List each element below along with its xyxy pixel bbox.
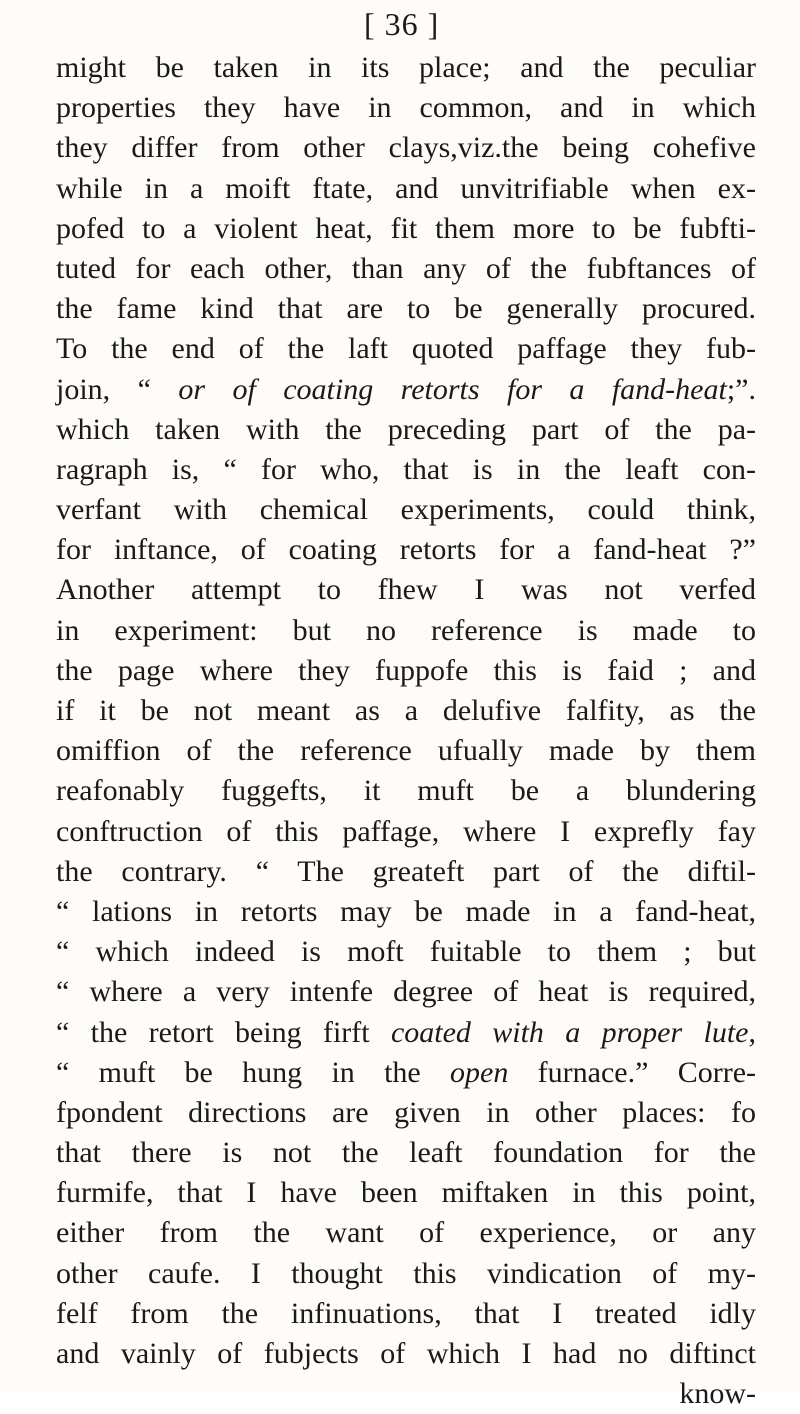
text-line — [56, 570, 756, 610]
text-line — [56, 1013, 756, 1053]
text-segment: that there is not the leaft foundation for the — [56, 1136, 756, 1170]
text-line — [56, 1334, 756, 1374]
text-segment: ;”. — [726, 372, 756, 406]
text-line — [56, 972, 756, 1012]
text-line — [56, 128, 756, 168]
text-line — [56, 1254, 756, 1294]
text-line — [56, 892, 756, 932]
page-number: [ 36 ] — [364, 6, 440, 42]
text-segment: conftruction of this paffage, where I exprefly fay — [56, 814, 756, 848]
text-line — [56, 1053, 756, 1093]
text-segment: while in a moift ftate, and unvitrifiable when ex- — [56, 171, 756, 205]
text-line — [56, 812, 756, 852]
text-line — [56, 771, 756, 811]
text-segment: felf from the infinuations, that I treated idly — [56, 1296, 756, 1330]
text-segment: tuted for each other, than any of the fubftances of — [56, 251, 756, 285]
text-segment: join, “ — [56, 372, 179, 406]
text-line — [56, 1133, 756, 1173]
text-line — [56, 651, 756, 691]
text-segment: might be taken in its place; and the peculiar — [56, 51, 756, 84]
text-segment: they differ from other clays,viz.the being cohefive — [56, 131, 756, 165]
text-segment: if it be not meant as a delufive falfity, as the — [56, 694, 756, 727]
text-segment: “ lations in retorts may be made in a fand-heat, — [56, 894, 756, 928]
text-line — [56, 329, 756, 369]
text-segment: “ which indeed is moft fuitable to them ; but — [56, 935, 756, 969]
text-segment: fpondent directions are given in other places: fo — [56, 1095, 756, 1129]
text-line — [56, 1173, 756, 1213]
text-line — [56, 289, 756, 329]
italic-phrase: or of coating retorts for a fand-heat — [178, 372, 727, 406]
body-text — [56, 48, 756, 1414]
text-line — [56, 731, 756, 771]
text-segment: and vainly of fubjects of which I had no diftinct — [56, 1337, 756, 1370]
text-line — [56, 1093, 756, 1133]
text-line — [56, 490, 756, 530]
text-segment: “ the retort being firft — [56, 1015, 391, 1049]
italic-phrase: open — [450, 1055, 509, 1089]
text-segment: the contrary. “ The greateft part of the diftil- — [56, 854, 756, 888]
text-line — [56, 48, 756, 88]
text-line — [56, 249, 756, 289]
text-segment: furmife, that I have been miftaken in this point, — [56, 1176, 756, 1210]
text-segment: which taken with the preceding part of the pa- — [56, 412, 756, 446]
text-segment: Another attempt to fhew I was not verfed — [56, 573, 756, 607]
text-line — [56, 530, 756, 570]
text-segment: know- — [679, 1377, 756, 1411]
text-segment: the page where they fuppofe this is faid ; and — [56, 653, 756, 687]
text-line — [56, 450, 756, 490]
text-segment: either from the want of experience, or any — [56, 1216, 756, 1250]
text-line — [56, 169, 756, 209]
text-line — [56, 370, 756, 410]
text-segment: ragraph is, “ for who, that is in the leaft con- — [56, 452, 756, 486]
text-line — [56, 611, 756, 651]
text-segment: , — [748, 1015, 756, 1049]
text-segment: furnace.” Corre- — [508, 1055, 756, 1089]
text-segment: reafonably fuggefts, it muft be a blundering — [56, 774, 756, 808]
text-segment: for inftance, of coating retorts for a fand-heat ?” — [56, 533, 756, 567]
text-segment: other caufe. I thought this vindication of my- — [56, 1256, 756, 1290]
text-line — [56, 691, 756, 731]
text-segment: “ muft be hung in the — [56, 1055, 451, 1089]
text-line — [56, 410, 756, 450]
text-line — [56, 1374, 756, 1414]
text-line — [56, 1213, 756, 1253]
text-segment: verfant with chemical experiments, could think, — [56, 493, 756, 527]
text-segment: properties they have in common, and in which — [56, 91, 756, 125]
text-line — [56, 1294, 756, 1334]
text-segment: To the end of the laft quoted paffage they fub- — [56, 332, 756, 366]
text-segment: the fame kind that are to be generally procured. — [56, 292, 756, 326]
text-line — [56, 88, 756, 128]
text-line — [56, 852, 756, 892]
text-segment: “ where a very intenfe degree of heat is required, — [56, 975, 756, 1009]
italic-phrase: coated with a proper lute — [390, 1015, 749, 1049]
text-line — [56, 932, 756, 972]
text-line — [56, 209, 756, 249]
text-segment: in experiment: but no reference is made to — [56, 613, 756, 647]
text-segment: pofed to a violent heat, fit them more to be fubfti- — [56, 211, 756, 245]
text-segment: omiffion of the reference ufually made by them — [56, 734, 756, 768]
